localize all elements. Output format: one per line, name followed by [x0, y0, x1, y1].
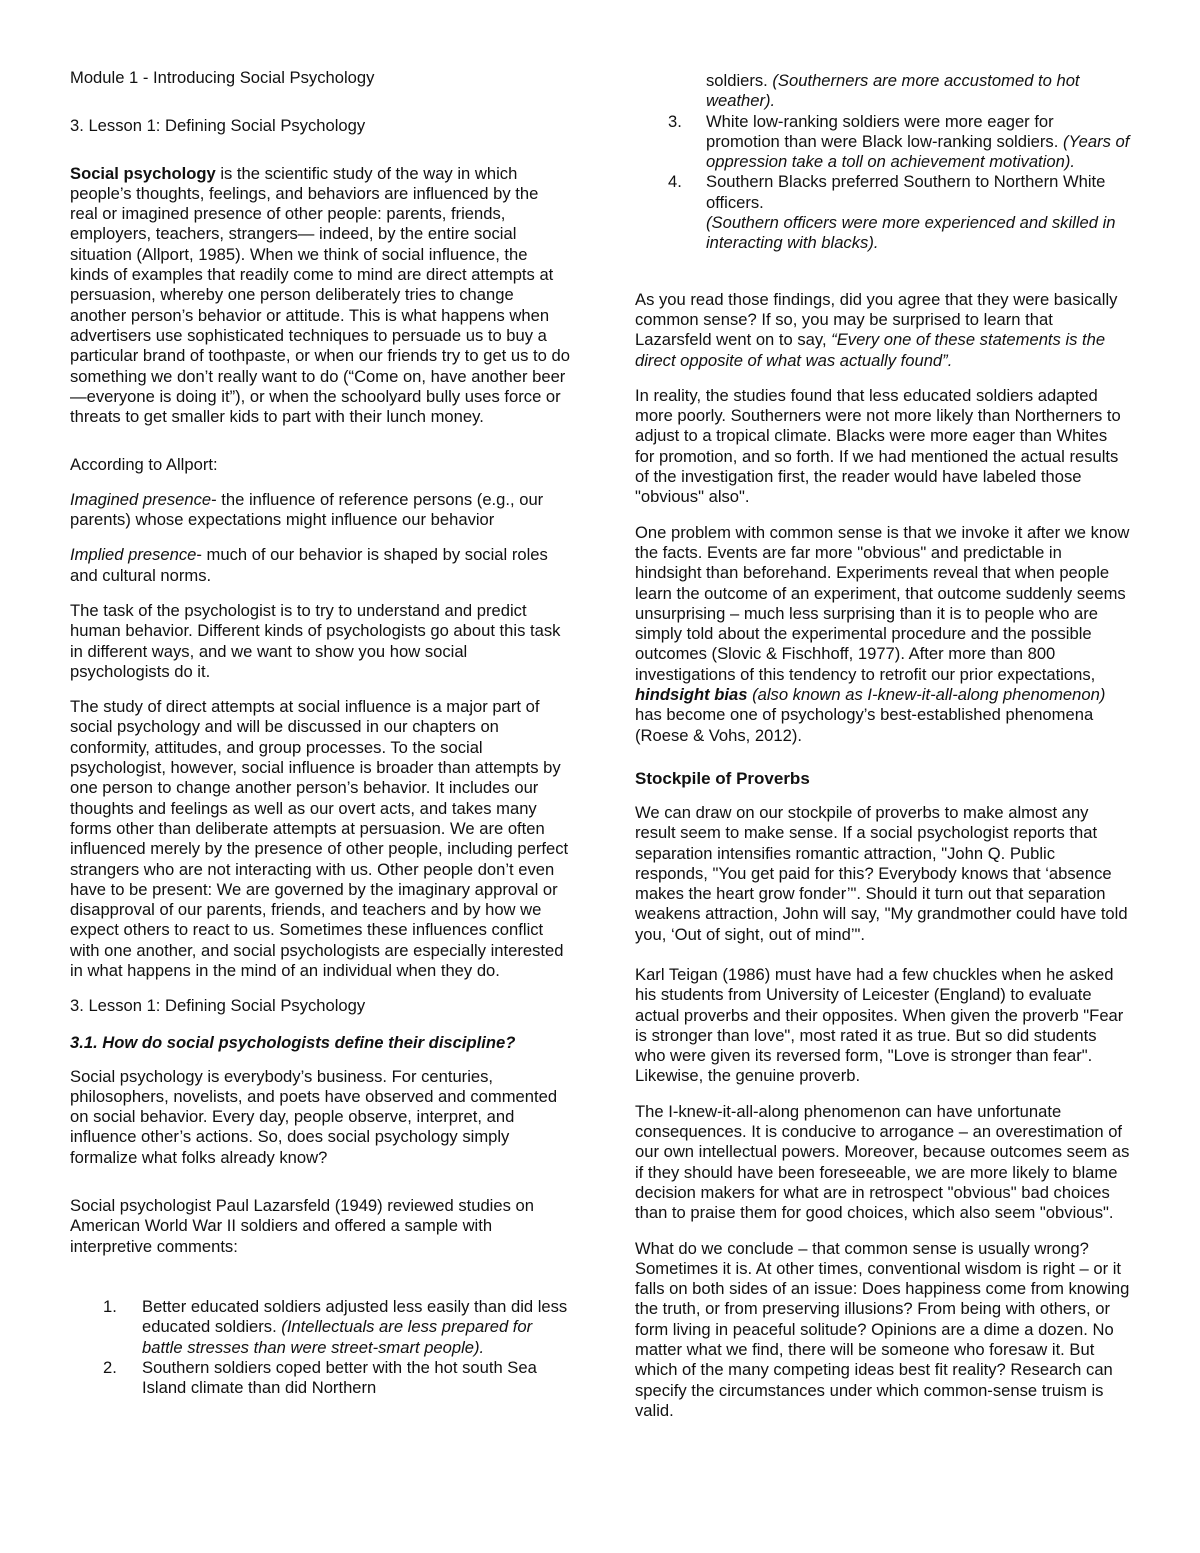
- lazarsfeld-paragraph: Social psychologist Paul Lazarsfeld (1949) reviewed studies on American World War II soldiers and offered a sample with interpretive comments:: [70, 1196, 534, 1256]
- findings-text: As you read those findings, did you agree that they were basically common sense? If so, you may be surprised to learn that Lazarsfeld went on to say,: [635, 289, 1118, 350]
- left-column: [70, 68, 570, 1398]
- lesson-heading-2: 3. Lesson 1: Defining Social Psychology: [70, 996, 366, 1016]
- imagined-text: - the influence of reference persons (e.g., our parents) whose expectations might influence our behavior: [70, 489, 544, 530]
- intro-text: is the scientific study of the way in which people’s thoughts, feelings, and behaviors are influenced by the real or imagined presence of other people: parents, friends, employers, teachers, strangers— indeed, by the entire social situation (Allport, 1985). When we think of social influence, the kinds of examples that readily come to mind are direct attempts at persuasion, whereby one person deliberately tries to change another person’s behavior or attitude. This is what happens when advertisers use sophisticated techniques to persuade us to buy a particular brand of toothpaste, or when our friends try to get us to do something we don’t really want to do (“Come on, have another beer—everyone is doing it”), or when the schoolyard bully uses force or threats to get smaller kids to part with their lunch money.: [70, 163, 570, 427]
- implied-text: - much of our behavior is shaped by social roles and cultural norms.: [70, 545, 548, 585]
- reality-paragraph: In reality, the studies found that less educated soldiers adapted more poorly. Southerners were not more likely than Northerners to adjust to a tropical climate. Blacks were more eager than Whites for promotion, and so forth. If we had mentioned the actual results of the investigation first, the reader would have labeled those "obvious" also".: [635, 385, 1121, 507]
- list-text: White low-ranking soldiers were more eager for promotion than were Black low-ranking soldiers.: [706, 111, 1063, 151]
- list-comment: (Years of oppression take a toll on achievement motivation).: [706, 131, 1130, 172]
- module-title: Module 1 - Introducing Social Psychology: [70, 68, 375, 87]
- study-paragraph: The study of direct attempts at social influence is a major part of social psychology and will be discussed in our chapters on conformity, attitudes, and group processes. To the social psychologist, however, social influence is broader than attempts by one person to change another person’s behavior. It includes our thoughts and feelings as well as our overt acts, and takes many forms other than deliberate attempts at persuasion. We are often influenced merely by the presence of other people, including perfect strangers who are not interacting with us. Other people don’t even have to be present: We are governed by the imaginary approval or disapproval of our parents, friends, and teachers and by how we expect others to react to us. Sometimes these influences conflict with one another, and social psychologists are especially interested in what happens in the mind of an individual when they do.: [70, 697, 569, 980]
- business-paragraph: Social psychology is everybody’s business. For centuries, philosophers, novelists, and poets have observed and commented on social behavior. Every day, people observe, interpret, and influence other’s actions. So, does social psychology simply formalize what folks already know?: [70, 1066, 558, 1167]
- conclude-paragraph: What do we conclude – that common sense is usually wrong? Sometimes it is. At other times, conventional wisdom is right – or it falls on both sides of an issue: Does happiness come from knowing the truth, or from preserving illusions? From being with others, or form living in peaceful solitude? Opinions are a dime a dozen. No matter what we find, there will be someone who foresaw it. But which of the many competing ideas best fit reality? Research can specify the circumstances under which common-sense truism is valid.: [635, 1238, 1130, 1420]
- list-number: 4.: [668, 172, 682, 192]
- findings-quote: “Every one of these statements is the direct opposite of what was actually found”.: [635, 330, 1106, 370]
- proverbs-paragraph: We can draw on our stockpile of proverbs to make almost any result seem to make sense. If a social psychologist reports that separation intensifies romantic attraction, "John Q. Public responds, "You get paid for this? Everybody knows that ‘absence makes the heart grow fonder’". Should it turn out that separation weakens attraction, John will say, "My grandmother could have told you, ‘Out of sight, out of mind’".: [635, 802, 1128, 944]
- lesson-heading: 3. Lesson 1: Defining Social Psychology: [70, 116, 366, 136]
- teigan-paragraph: Karl Teigan (1986) must have had a few chuckles when he asked his students from University of Leicester (England) to evaluate actual proverbs and their opposites. When given the proverb "Fear is stronger than love", most rated it as true. But so did students who were given its reversed form, "Love is stronger than fear". Likewise, the genuine proverb.: [635, 964, 1124, 1086]
- right-column: [635, 71, 1130, 1436]
- list-number: 3.: [668, 111, 682, 131]
- list-text: Better educated soldiers adjusted less easily than did less educated soldiers.: [142, 1296, 568, 1337]
- imagined-term: Imagined presence: [70, 489, 212, 509]
- proverbs-heading: Stockpile of Proverbs: [635, 768, 810, 788]
- iknew-paragraph: The I-knew-it-all-along phenomenon can have unfortunate consequences. It is conducive to arrogance – an overestimation of our own intellectual powers. Moreover, because outcomes seem as if they should have been foreseeable, we are more likely to blame decision makers for what are in retrospect "obvious" bad choices than to praise them for good choices, which also seem "obvious".: [635, 1101, 1130, 1223]
- list-comment: (Southerners are more accustomed to hot weather).: [706, 71, 1080, 111]
- intro-paragraph: [70, 164, 570, 428]
- findings-paragraph: [635, 290, 1130, 371]
- section-subheading: 3.1. How do social psychologists define their discipline?: [70, 1032, 516, 1052]
- list-text: Southern soldiers coped better with the hot south Sea Island climate than did Northern: [142, 1357, 537, 1398]
- list-item: [635, 112, 1130, 173]
- list-text: Southern Blacks preferred Southern to Northern White officers.: [706, 172, 1106, 212]
- imagined-presence: [70, 490, 570, 531]
- list-item: [70, 1358, 570, 1399]
- intro-term: Social psychology: [70, 163, 216, 183]
- implied-term: Implied presence: [70, 545, 197, 565]
- hindsight-bias-aside: (also known as I-knew-it-all-along phenomenon): [747, 685, 1106, 705]
- problem-paragraph: [635, 523, 1130, 746]
- problem-text-2: has become one of psychology’s best-established phenomena (Roese & Vohs, 2012).: [635, 705, 1094, 745]
- list-item: [70, 1297, 570, 1358]
- hindsight-bias-term: hindsight bias: [635, 685, 748, 705]
- list-number: 1.: [103, 1296, 117, 1316]
- problem-text-1: One problem with common sense is that we invoke it after we know the facts. Events are far more "obvious" and predictable in hindsight than beforehand. Experiments reveal that when people learn the outcome of an experiment, that outcome suddenly seems unsurprising – much less surprising than it is to people who are simply told about the experimental procedure and the possible outcomes (Slovic & Fischhoff, 1977). After more than 800 investigations of this tendency to retrofit our prior expectations,: [635, 522, 1130, 684]
- implied-presence: [70, 545, 570, 586]
- list-comment: (Intellectuals are less prepared for battle stresses than were street-smart people).: [142, 1317, 533, 1357]
- according-line: According to Allport:: [70, 455, 218, 475]
- list-number: 2.: [103, 1357, 117, 1377]
- list-item-continuation: [635, 71, 1130, 112]
- list-item: [635, 172, 1130, 253]
- list-text: soldiers.: [706, 71, 773, 90]
- task-paragraph: The task of the psychologist is to try to understand and predict human behavior. Different kinds of psychologists go about this task in different ways, and we want to show you how social psychologists do it.: [70, 600, 561, 681]
- list-comment: (Southern officers were more experienced and skilled in interacting with blacks).: [706, 213, 1116, 253]
